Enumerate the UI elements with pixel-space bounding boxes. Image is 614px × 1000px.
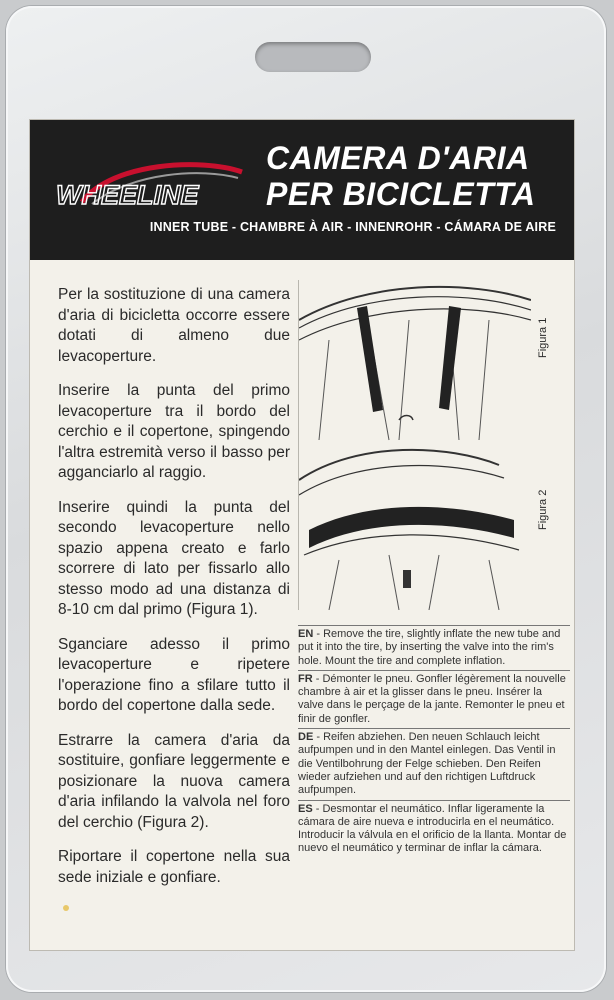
translation-text: Reifen abziehen. Den neuen Schlauch leicht aufpumpen und in den Mantel einlegen. Das Ventil in die Ventilbohrung der Felge schieben. Den Reifen wieder aufziehen und auf den richtigen Luftdruck aufpumpen. — [298, 731, 556, 797]
tire-illustration — [299, 280, 531, 610]
instruction-paragraph: Inserire quindi la punta del secondo levacoperture nello spazio appena creato e farlo scorrere di lato per fissarlo allo stesso modo ad una distanza di 8-10 cm dal primo (Figura 1). — [58, 498, 290, 618]
brand-logo — [52, 158, 252, 214]
translations-list — [298, 625, 570, 858]
translation-text: Démonter le pneu. Gonfler légèrement la nouvelle chambre à air et la glisser dans le pneu. Insérer la valve dans le perçage de la jante. Remonter le pneu et finir de gonfler. — [298, 672, 566, 725]
subtitle-languages: INNER TUBE - CHAMBRE À AIR - INNENROHR - CÁMARA DE AIRE — [149, 220, 556, 234]
instruction-paragraph: Riportare il copertone nella sua sede iniziale e gonfiare. — [58, 848, 290, 886]
figure-1-drawing — [299, 287, 531, 440]
brand-logo-text: WHEELINE — [56, 180, 199, 210]
instructions-italian — [58, 285, 290, 902]
language-code: DE — [298, 731, 314, 744]
translation-de: DE - Reifen abziehen. Den neuen Schlauch leicht aufpumpen und in den Mantel einlegen. Das Ventil in die Ventilbohrung der Felge schieben. Den Reifen wieder aufziehen und auf den richtigen Luftdruck aufpumpen. — [298, 728, 570, 797]
page-title — [266, 140, 556, 212]
glue-dot — [63, 905, 69, 911]
instruction-paragraph: Estrarre la camera d'aria da sostituire, gonfiare leggermente e posizionare la nuova camera d'aria infilando la valvola nel foro del cerchio (Figura 2). — [58, 731, 290, 831]
language-code: ES — [298, 802, 313, 815]
language-code: EN — [298, 628, 314, 640]
figure-2-drawing — [299, 450, 519, 610]
hang-hole — [255, 42, 371, 72]
translation-text: Desmontar el neumático. Inflar ligeramente la cámara de aire nueva e introducirla en el neumático. Introducir la válvula en el orificio de la llanta. Montar de nuevo el neumático y terminar de inflar la cámara. — [298, 802, 567, 855]
header-banner — [30, 120, 574, 260]
language-code: FR — [298, 672, 313, 685]
translation-text: Remove the tire, slightly inflate the new tube and put it into the tire, by inserting the valve into the rim's hole. Mount the tire and complete inflation. — [298, 628, 561, 667]
instruction-paragraph: Sganciare adesso il primo levacoperture e ripetere l'operazione fino a sfilare tutto il bordo del copertone dalla sede. — [58, 635, 290, 714]
title-line-2: PER BICICLETTA — [266, 176, 536, 212]
wheel-swoosh-icon — [52, 158, 252, 214]
translation-es: ES - Desmontar el neumático. Inflar ligeramente la cámara de aire nueva e introducirla en el neumático. Introducir la válvula en el orificio de la llanta. Montar de nuevo el neumático y terminar de inflar la cámara. — [298, 800, 570, 856]
translation-en: EN - Remove the tire, slightly inflate the new tube and put it into the tire, by inserting the valve into the rim's hole. Mount the tire and complete inflation. — [298, 625, 570, 668]
figure-2-label: Figura 2 — [537, 489, 549, 530]
figures-panel — [298, 280, 549, 610]
figure-1-label: Figura 1 — [537, 317, 549, 358]
instruction-paragraph: Inserire la punta del primo levacoperture tra il bordo del cerchio e il copertone, spingendo l'altra estremità verso il basso per agganciarlo al raggio. — [58, 382, 290, 481]
translation-fr: FR - Démonter le pneu. Gonfler légèrement la nouvelle chambre à air et la glisser dans le pneu. Insérer la valve dans le perçage de la jante. Remonter le pneu et finir de gonfler. — [298, 670, 570, 726]
title-line-1: CAMERA D'ARIA — [266, 140, 530, 176]
product-card — [30, 120, 574, 950]
instruction-paragraph: Per la sostituzione di una camera d'aria di bicicletta occorre essere dotati di almeno due levacoperture. — [58, 286, 290, 365]
